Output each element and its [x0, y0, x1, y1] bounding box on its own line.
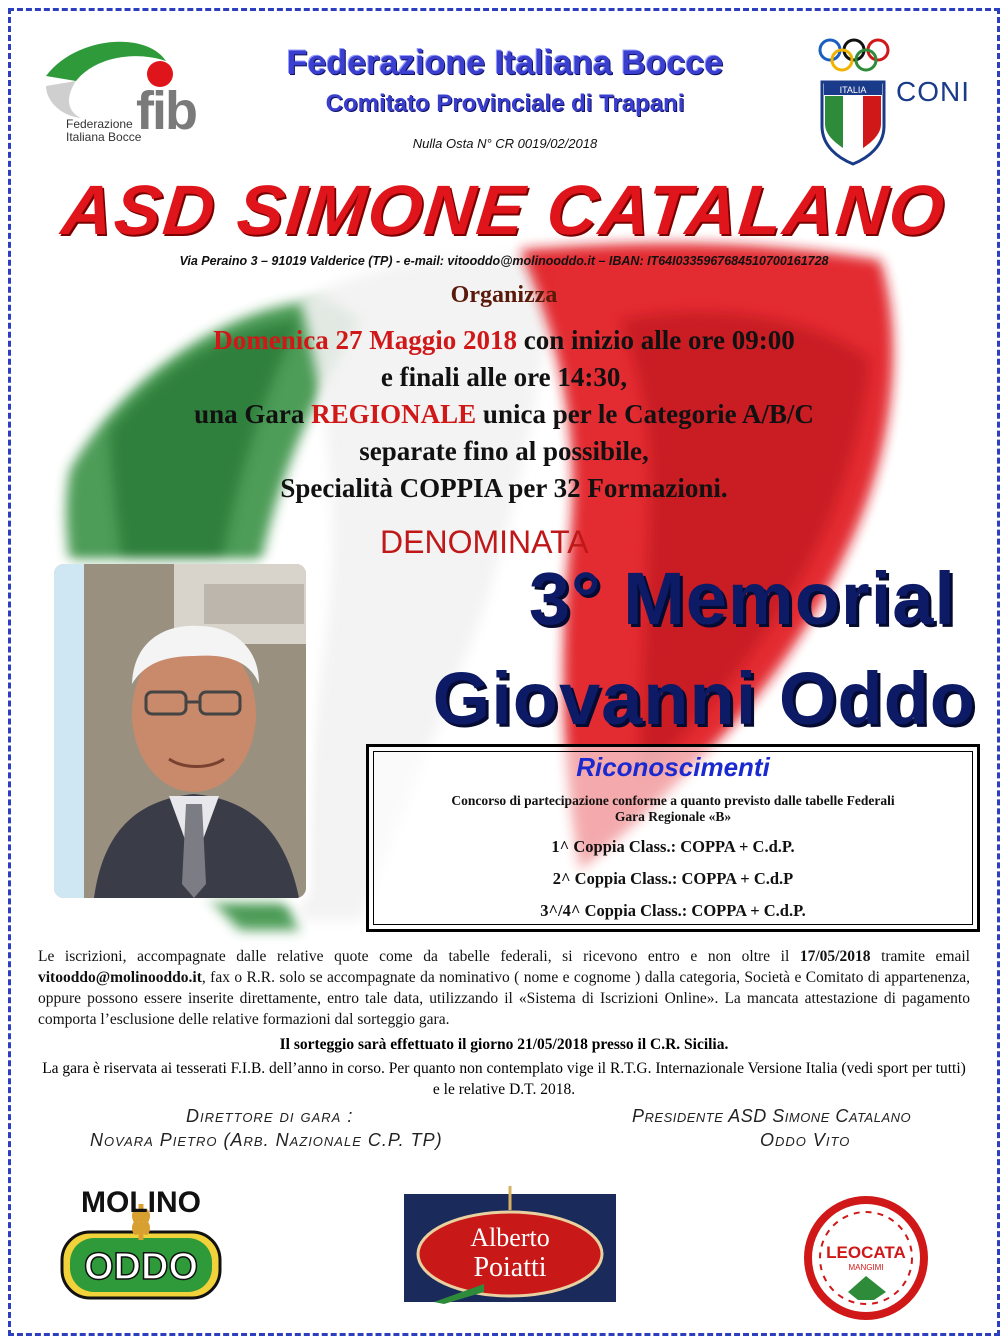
federation-title: Federazione Italiana Bocce — [286, 44, 724, 82]
concorso-line: Concorso di partecipazione conforme a quanto previsto dalle tabelle Federali — [451, 793, 895, 808]
fib-caption-line2: Italiana Bocce — [66, 130, 142, 144]
regionale-word: REGIONALE — [311, 399, 477, 429]
gara-regionale-line: Gara Regionale «B» — [614, 809, 732, 824]
leocata-word: LEOCATA — [826, 1243, 906, 1262]
poiatti-word: Poiatti — [473, 1252, 547, 1283]
organizza-label: Organizza — [450, 282, 558, 308]
fib-caption-line1: Federazione — [66, 117, 133, 131]
eligibility-notice: La gara è riservata ai tesserati F.I.B. dell’anno in corso. Per quanto non contemplato vige il R.T.G. Internazionale Versione Italia (vedi sport per tutti) e le relative D.T. 2018. — [42, 1060, 966, 1098]
para-part-c: , fax o R.R. solo se accompagnate da nominativo ( nome e cognome ) dalla categoria, Società e Comitato di appartenenza, oppure possono essere inserite direttamente, entro tale data, utilizzando il «Sistema di Iscrizioni Online». La mancata attestazione di pagamento comporta l’esclusione delle relative formazioni dal sorteggio gara. — [38, 969, 970, 1028]
alberto-word: Alberto — [470, 1223, 550, 1252]
director-name: Novara Pietro (Arb. Nazionale C.P. TP) — [90, 1130, 443, 1150]
portrait-photo — [54, 564, 306, 898]
fib-logo-caption — [66, 118, 141, 144]
memorial-title-line2: Giovanni Oddo — [432, 657, 976, 740]
federation-subtitle: Comitato Provinciale di Trapani — [325, 90, 685, 117]
draw-notice: Il sorteggio sarà effettuato il giorno 21/05/2018 presso il C.R. Sicilia. — [279, 1036, 729, 1053]
para-part-a: Le iscrizioni, accompagnate dalle relative quote come da tabelle federali, si ricevono entro e non oltre il — [38, 948, 800, 965]
oddo-word: ODDO — [84, 1246, 198, 1288]
prize-third-fourth: 3^/4^ Coppia Class.: COPPA + C.d.P. — [540, 901, 806, 920]
registration-email: vitooddo@molinooddo.it — [38, 969, 202, 986]
molino-oddo-logo — [56, 1176, 226, 1306]
club-name: ASD SIMONE CATALANO — [58, 171, 950, 249]
president-name: Oddo Vito — [760, 1130, 851, 1150]
nulla-osta: Nulla Osta N° CR 0019/02/2018 — [412, 136, 598, 151]
event-date: Domenica 27 Maggio 2018 — [213, 325, 517, 355]
para-part-b: tramite email — [870, 948, 970, 965]
announcement-line2: e finali alle ore 14:30, — [380, 362, 628, 392]
prize-first: 1^ Coppia Class.: COPPA + C.d.P. — [551, 837, 795, 856]
awards-description — [376, 793, 970, 825]
announcement-line4: separate fino al possibile, — [359, 436, 649, 466]
president-label: Presidente ASD Simone Catalano — [632, 1106, 912, 1126]
announcement-line3 — [40, 396, 968, 433]
prize-second: 2^ Coppia Class.: COPPA + C.d.P — [552, 869, 794, 888]
club-address: Via Peraino 3 – 91019 Valderice (TP) - e-mail: vitooddo@molinooddo.it – IBAN: IT64I0335967684510700161728 — [179, 254, 829, 268]
start-time: con inizio alle ore 09:00 — [517, 325, 795, 355]
director-label: Direttore di gara : — [186, 1106, 354, 1126]
line3-prefix: una Gara — [194, 399, 312, 429]
deadline-date: 17/05/2018 — [799, 948, 871, 965]
awards-title: Riconoscimenti — [576, 752, 770, 782]
mangimi-word: MANGIMI — [848, 1263, 884, 1272]
announcement-line5: Specialità COPPIA per 32 Formazioni. — [280, 473, 728, 503]
line3-suffix: unica per le Categorie A/B/C — [476, 399, 814, 429]
announcement-text — [40, 322, 968, 507]
alberto-poiatti-logo — [404, 1180, 616, 1304]
coni-word: CONI — [896, 76, 970, 107]
coni-shield-text: ITALIA — [839, 85, 867, 95]
molino-word: MOLINO — [81, 1186, 201, 1219]
registration-paragraph — [38, 946, 970, 1030]
memorial-title-line1: 3° Memorial — [528, 557, 956, 640]
denominata-label: DENOMINATA — [380, 524, 589, 560]
portrait-illustration — [54, 564, 306, 898]
announcement-line1 — [40, 322, 968, 359]
leocata-mangimi-logo — [804, 1196, 928, 1320]
fib-logo-word: fib — [136, 81, 196, 141]
